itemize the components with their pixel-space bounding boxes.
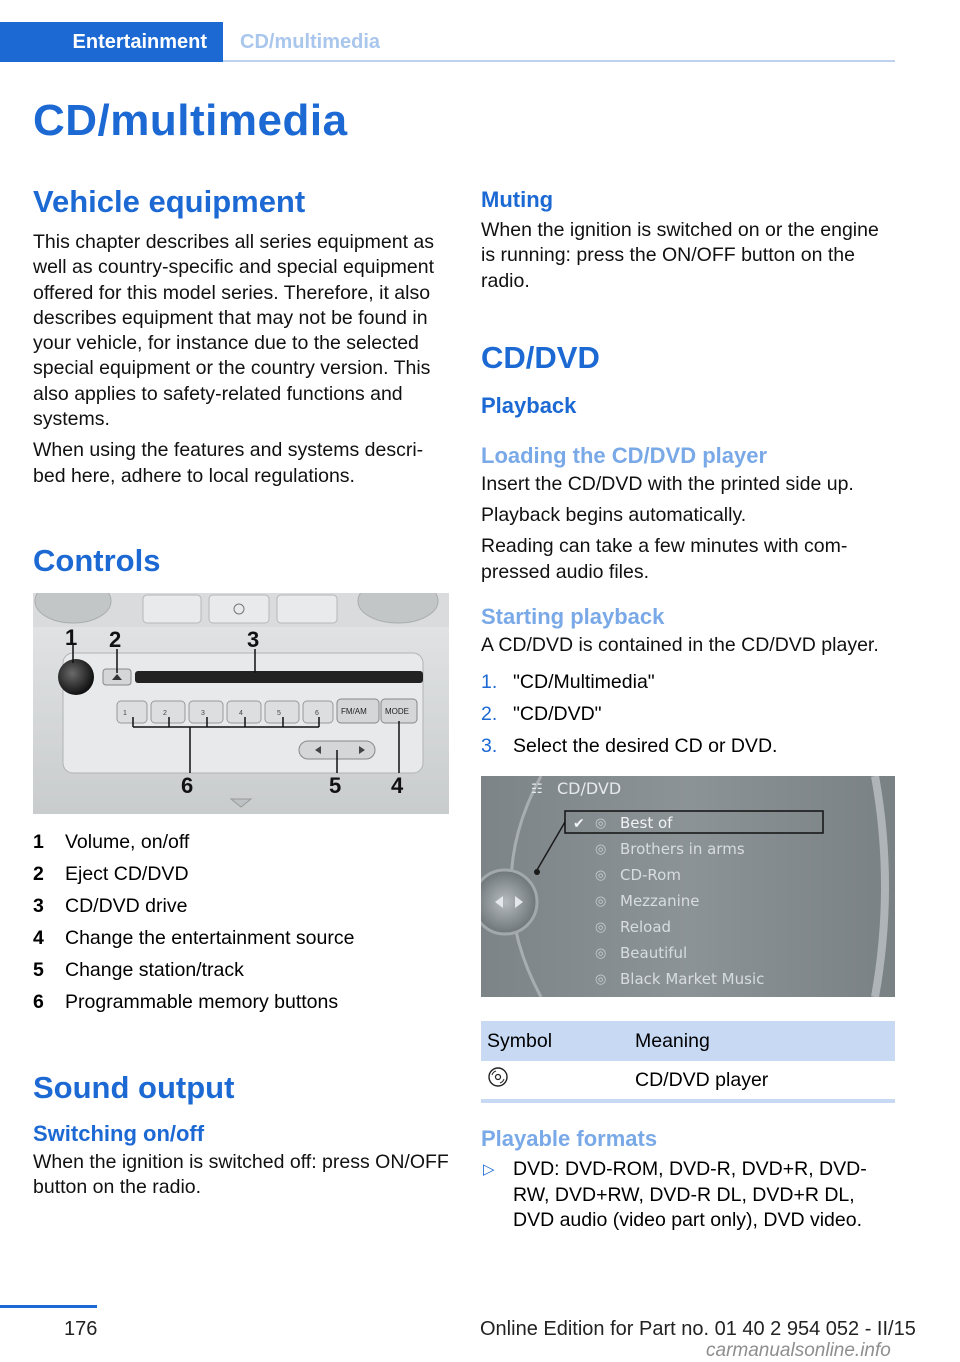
list-item: ▷ DVD: DVD-ROM, DVD-R, DVD+R, DVD-RW, DVD+RW, DVD-R DL, DVD+R DL, DVD audio (video part only), DVD video. <box>483 1158 867 1231</box>
footer-rule <box>0 1305 97 1308</box>
muting-paragraph: When the ignition is switched on or the engine is running: press the ON/OFF button on the radio. <box>481 219 879 292</box>
list-item: 3 CD/DVD drive <box>33 894 188 917</box>
list-item: 1 Volume, on/off <box>33 830 190 853</box>
svg-text:MODE: MODE <box>385 706 409 716</box>
list-item: 3. Select the desired CD or DVD. <box>481 735 778 758</box>
svg-text:◎: ◎ <box>595 920 607 936</box>
list-item: 5 Change station/track <box>33 958 244 981</box>
cd-slot <box>135 671 423 683</box>
svg-text:◎: ◎ <box>595 946 607 962</box>
steps-list <box>481 666 895 762</box>
list-item: 2. "CD/DVD" <box>481 703 602 726</box>
starting-heading: Starting playback <box>481 604 665 630</box>
page-number: 176 <box>64 1318 98 1340</box>
right-column <box>481 182 895 1233</box>
cd-icon <box>487 1066 509 1088</box>
callout-6: 6 <box>181 772 194 798</box>
formats-heading: Playable formats <box>481 1126 658 1152</box>
svg-text:◎: ◎ <box>595 868 607 884</box>
table-row <box>481 1061 895 1101</box>
loading-p3: Reading can take a few minutes with com-pressed audio files. <box>481 535 848 583</box>
svg-text:6: 6 <box>315 709 319 717</box>
idrive-screen-figure <box>481 776 895 997</box>
list-item: 2 Eject CD/DVD <box>33 862 189 885</box>
cddvd-heading: CD/DVD <box>481 339 600 375</box>
tab-cd-multimedia[interactable]: CD/multimedia <box>240 31 381 53</box>
callout-1: 1 <box>65 624 78 650</box>
vehicle-equipment-paragraph: This chapter describes all series equipment as well as country-specific and special equipment offered for this model series. Therefore, it also describes equipment that may not be found in your vehicle, for instance due to the selected special equipment or the country version. This also applies to safety-related functions and systems. <box>33 231 435 431</box>
screen-entry: Black Market Music <box>620 970 765 989</box>
svg-text:FM/AM: FM/AM <box>341 706 367 716</box>
playback-heading: Playback <box>481 392 577 418</box>
volume-knob[interactable] <box>58 659 94 695</box>
tab-entertainment[interactable]: Entertainment <box>0 22 223 62</box>
svg-text:◎: ◎ <box>595 894 607 910</box>
callout-3: 3 <box>247 626 260 652</box>
screen-title: CD/DVD <box>557 779 622 799</box>
regulations-paragraph: When using the features and systems descri-bed here, adhere to local regulations. <box>33 439 424 487</box>
starting-paragraph: A CD/DVD is contained in the CD/DVD player. <box>481 634 879 657</box>
radio-panel-drawing <box>33 593 449 814</box>
sound-output-heading: Sound output <box>33 1069 235 1105</box>
page-title: CD/multimedia <box>33 96 348 145</box>
left-column <box>33 182 449 1201</box>
vehicle-equipment-heading: Vehicle equipment <box>33 184 306 219</box>
screen-entry: Reload <box>620 918 672 937</box>
chapter-tabbar <box>0 22 895 62</box>
svg-text:4: 4 <box>239 709 243 717</box>
radio-controls-figure <box>33 593 449 814</box>
screen-entry: Brothers in arms <box>620 840 745 859</box>
check-icon: ✔ <box>573 816 585 833</box>
table-header-symbol: Symbol <box>481 1021 629 1061</box>
screen-entry: CD-Rom <box>620 866 681 885</box>
table-header-meaning: Meaning <box>629 1021 895 1061</box>
loading-heading: Loading the CD/DVD player <box>481 442 768 468</box>
edition-text: Online Edition for Part no. 01 40 2 954 052 - II/15 <box>480 1318 916 1340</box>
idrive-screen <box>481 776 895 997</box>
list-item: 1. "CD/Multimedia" <box>481 671 655 694</box>
svg-text:◎: ◎ <box>595 816 607 832</box>
callout-2: 2 <box>109 626 122 652</box>
screen-entry: Mezzanine <box>620 892 700 911</box>
muting-heading: Muting <box>481 187 554 212</box>
svg-text:◎: ◎ <box>595 972 607 988</box>
table-cell-meaning: CD/DVD player <box>629 1061 895 1101</box>
screen-menu-icon: ☷ <box>531 782 543 798</box>
list-item: 4 Change the entertainment source <box>33 926 355 949</box>
tab-underline <box>223 60 895 62</box>
svg-text:2: 2 <box>163 709 167 717</box>
callout-5: 5 <box>329 772 342 798</box>
switching-paragraph: When the ignition is switched off: press ON/OFF button on the radio. <box>33 1150 449 1199</box>
svg-text:5: 5 <box>277 709 281 717</box>
controller-icon <box>481 870 537 934</box>
screen-entry: Beautiful <box>620 944 688 963</box>
controls-heading: Controls <box>33 542 161 578</box>
svg-text:3: 3 <box>201 709 205 717</box>
watermark: carmanualsonline.info <box>706 1340 891 1361</box>
symbol-table <box>481 1021 895 1103</box>
list-item: 6 Programmable memory buttons <box>33 990 339 1013</box>
svg-text:1: 1 <box>123 709 127 717</box>
svg-text:◎: ◎ <box>595 842 607 858</box>
loading-p2: Playback begins automatically. <box>481 504 747 527</box>
screen-entry: Best of <box>620 814 673 833</box>
callout-4: 4 <box>391 772 404 798</box>
formats-list <box>481 1157 895 1233</box>
switching-heading: Switching on/off <box>33 1120 205 1146</box>
controls-legend <box>33 826 449 1018</box>
loading-p1: Insert the CD/DVD with the printed side up. <box>481 472 854 495</box>
